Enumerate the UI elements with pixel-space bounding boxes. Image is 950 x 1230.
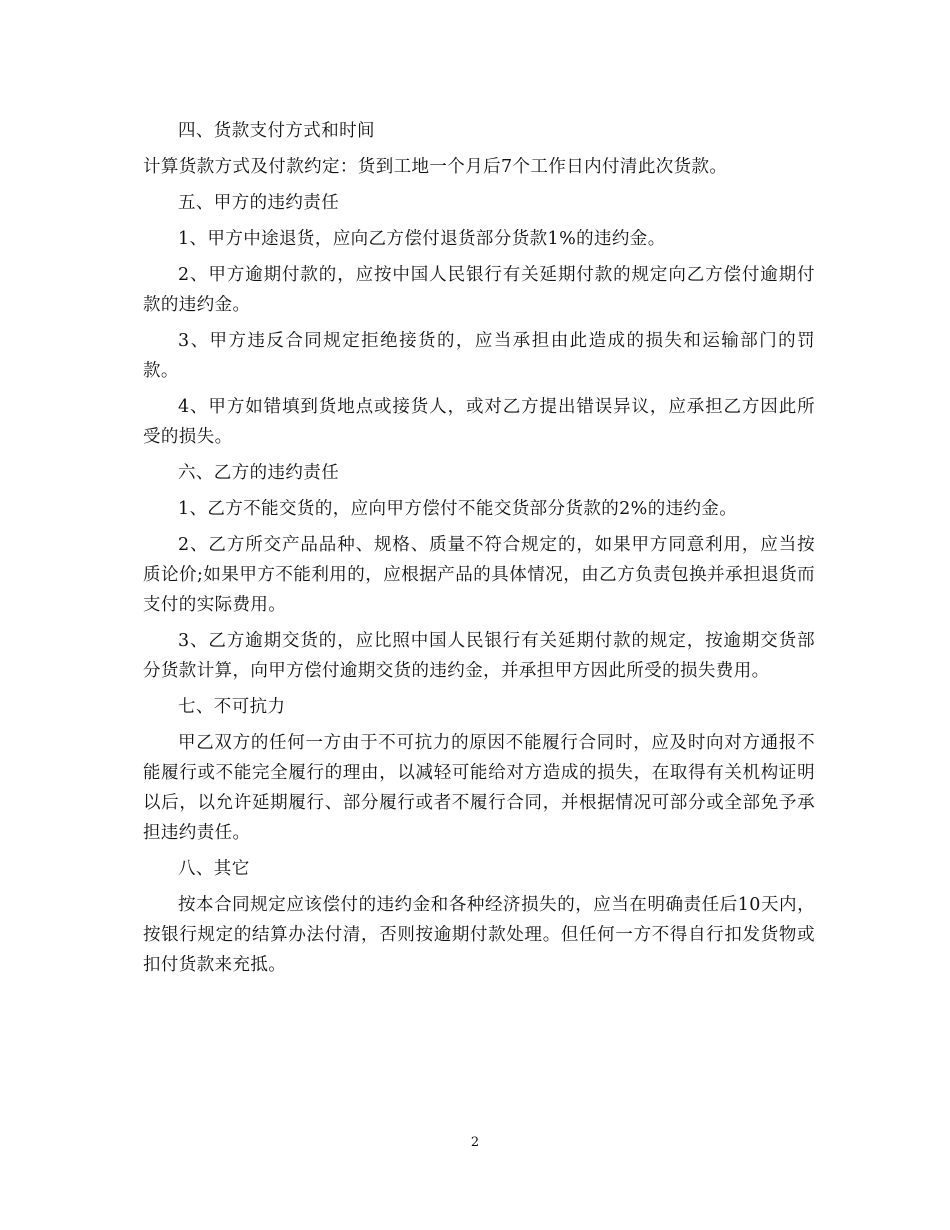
clause-b-3: 3、乙方逾期交货的，应比照中国人民银行有关延期付款的规定，按逾期交货部分货款计算，向甲方偿付逾期交货的违约金，并承担甲方因此所受的损失费用。: [143, 631, 815, 681]
section-heading-other: 八、其它: [178, 859, 250, 879]
clause-a-4: 4、甲方如错填到货地点或接货人，或对乙方提出错误异议，应承担乙方因此所受的损失。: [143, 397, 815, 447]
clause-a-3: 3、甲方违反合同规定拒绝接货的，应当承担由此造成的损失和运输部门的罚款。: [143, 331, 815, 381]
page-number: 2: [470, 1135, 480, 1150]
clause-b-2: 2、乙方所交产品品种、规格、质量不符合规定的，如果甲方同意利用，应当按质论价;如果甲方不能利用的，应根据产品的具体情况，由乙方负责包换并承担退货而支付的实际费用。: [143, 535, 815, 615]
paragraph-force-majeure: 甲乙双方的任何一方由于不可抗力的原因不能履行合同时，应及时向对方通报不能履行或不能完全履行的理由，以减轻可能给对方造成的损失，在取得有关机构证明以后，以允许延期履行、部分履行或者不履行合同，并根据情况可部分或全部免予承担违约责任。: [143, 733, 815, 843]
section-heading-party-a-liability: 五、甲方的违约责任: [178, 193, 340, 213]
clause-b-1: 1、乙方不能交货的，应向甲方偿付不能交货部分货款的2%的违约金。: [178, 499, 738, 519]
paragraph-payment-terms: 计算货款方式及付款约定：货到工地一个月后7个工作日内付清此次货款。: [143, 157, 728, 177]
section-heading-payment: 四、货款支付方式和时间: [178, 121, 375, 141]
clause-a-2: 2、甲方逾期付款的，应按中国人民银行有关延期付款的规定向乙方偿付逾期付款的违约金。: [143, 265, 815, 315]
clause-a-1: 1、甲方中途退货，应向乙方偿付退货部分货款1%的违约金。: [178, 229, 666, 249]
paragraph-other: 按本合同规定应该偿付的违约金和各种经济损失的，应当在明确责任后10天内，按银行规定的结算办法付清，否则按逾期付款处理。但任何一方不得自行扣发货物或扣付货款来充抵。: [143, 895, 815, 975]
section-heading-force-majeure: 七、不可抗力: [178, 697, 286, 717]
section-heading-party-b-liability: 六、乙方的违约责任: [178, 463, 340, 483]
document-body: [143, 116, 815, 986]
